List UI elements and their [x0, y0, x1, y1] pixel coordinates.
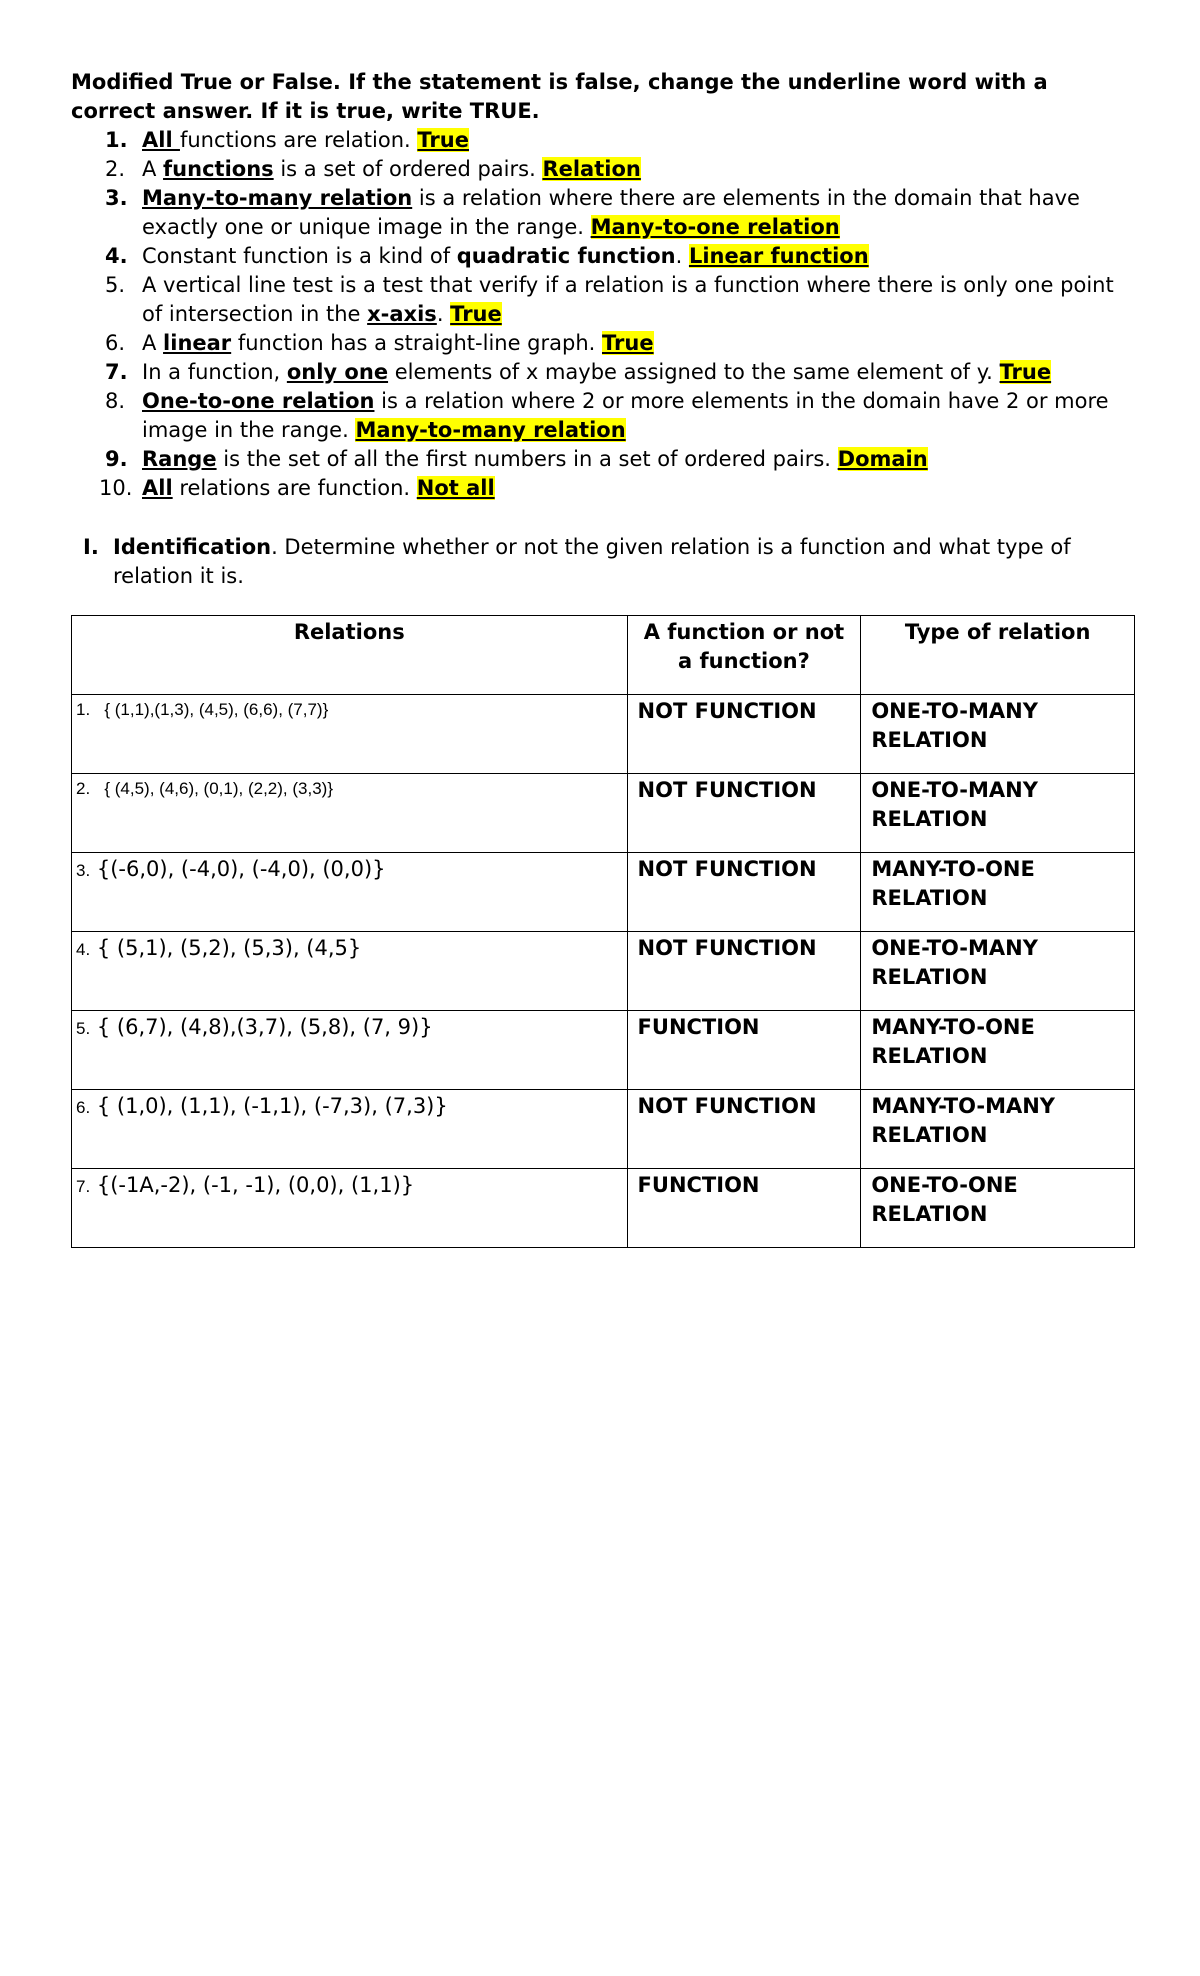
document-page	[71, 68, 1135, 1248]
list-item	[71, 474, 1135, 503]
relations-table	[71, 615, 1135, 1248]
relation-set: { (5,1), (5,2), (5,3), (4,5}	[90, 936, 362, 960]
function-cell: NOT FUNCTION	[627, 695, 861, 774]
relation-cell	[72, 853, 628, 932]
type-cell: MANY-TO-MANY RELATION	[861, 1090, 1135, 1169]
relation-set: { (6,7), (4,8),(3,7), (5,8), (7, 9)}	[90, 1015, 433, 1039]
answer-highlight: Many-to-one relation	[590, 215, 840, 239]
row-number: 3.	[76, 861, 91, 880]
identification-section	[71, 533, 1135, 591]
table-row	[72, 1090, 1135, 1169]
statement-text: elements of x maybe assigned to the same element of y.	[388, 360, 1000, 384]
underlined-word: functions	[163, 157, 274, 181]
answer-highlight: True	[417, 128, 469, 152]
table-row	[72, 1011, 1135, 1090]
underlined-word: One-to-one relation	[142, 389, 375, 413]
relation-cell	[72, 695, 628, 774]
underlined-word: x-axis	[367, 302, 437, 326]
true-false-list	[71, 126, 1135, 503]
statement-text: functions are relation.	[179, 128, 418, 152]
underlined-word: All	[142, 128, 180, 152]
answer-highlight: True	[602, 331, 654, 355]
column-header-function: A function or not a function?	[627, 616, 861, 695]
relation-cell	[72, 1011, 628, 1090]
section-number: I.	[83, 535, 99, 559]
list-item	[71, 387, 1135, 445]
function-cell: NOT FUNCTION	[627, 1090, 861, 1169]
table-row	[72, 774, 1135, 853]
column-header-type: Type of relation	[861, 616, 1135, 695]
function-cell: NOT FUNCTION	[627, 932, 861, 1011]
row-number: 6.	[76, 1098, 91, 1117]
answer-highlight: True	[450, 302, 502, 326]
list-item	[71, 329, 1135, 358]
answer-highlight: Not all	[416, 476, 495, 500]
underlined-word: Many-to-many relation	[142, 186, 413, 210]
item-number: 10.	[99, 476, 133, 500]
item-number: 4.	[105, 244, 128, 268]
answer-highlight: Relation	[542, 157, 641, 181]
type-cell: ONE-TO-MANY RELATION	[861, 932, 1135, 1011]
section-instructions: . Determine whether or not the given relation is a function and what type of relation it is.	[113, 535, 1071, 588]
underlined-word: only one	[286, 360, 389, 384]
statement-text: .	[436, 302, 451, 326]
statement-text: A	[142, 157, 164, 181]
table-row	[72, 1169, 1135, 1248]
list-item	[71, 126, 1135, 155]
statement-text: is a set of ordered pairs.	[273, 157, 543, 181]
list-item	[71, 242, 1135, 271]
item-number: 6.	[105, 331, 126, 355]
row-number: 1.	[76, 700, 91, 719]
type-cell: MANY-TO-ONE RELATION	[861, 853, 1135, 932]
statement-text: A vertical line test is a test that verify if a relation is a function where there is only one point of intersection in the	[142, 273, 1114, 326]
item-number: 2.	[105, 157, 126, 181]
relation-cell	[72, 1169, 628, 1248]
relation-cell	[72, 774, 628, 853]
statement-text: .	[675, 244, 689, 268]
row-number: 2.	[76, 779, 91, 798]
statement-text: is the set of all the first numbers in a set of ordered pairs.	[216, 447, 838, 471]
function-cell: NOT FUNCTION	[627, 774, 861, 853]
answer-highlight: Linear function	[688, 244, 869, 268]
function-cell: FUNCTION	[627, 1011, 861, 1090]
section-title: Identification	[113, 535, 272, 559]
underlined-word: linear	[163, 331, 232, 355]
relation-set: {(-1A,-2), (-1, -1), (0,0), (1,1)}	[90, 1173, 415, 1197]
statement-text: Constant function is a kind of	[142, 244, 457, 268]
function-cell: FUNCTION	[627, 1169, 861, 1248]
list-item	[71, 271, 1135, 329]
statement-text: is a relation where 2 or more elements in the domain have 2 or more image in the range.	[142, 389, 1109, 442]
bold-term: quadratic function	[456, 244, 676, 268]
instructions: Modified True or False. If the statement is false, change the underline word with a correct answer. If it is true, write TRUE.	[71, 70, 1048, 123]
relation-cell	[72, 932, 628, 1011]
underlined-word: Range	[142, 447, 217, 471]
list-item	[71, 445, 1135, 474]
relation-set: { (1,1),(1,3), (4,5), (6,6), (7,7)}	[90, 700, 329, 719]
item-number: 3.	[105, 186, 128, 210]
statement-text: is a relation where there are elements in the domain that have exactly one or unique image in the range.	[142, 186, 1080, 239]
underlined-word: All	[142, 476, 173, 500]
relation-cell	[72, 1090, 628, 1169]
type-cell: ONE-TO-ONE RELATION	[861, 1169, 1135, 1248]
item-number: 7.	[105, 360, 128, 384]
answer-highlight: True	[999, 360, 1052, 384]
row-number: 7.	[76, 1177, 91, 1196]
list-item	[71, 184, 1135, 242]
row-number: 4.	[76, 940, 91, 959]
column-header-relations: Relations	[72, 616, 628, 695]
item-number: 1.	[105, 128, 128, 152]
row-number: 5.	[76, 1019, 91, 1038]
item-number: 9.	[105, 447, 128, 471]
answer-highlight: Domain	[837, 447, 928, 471]
statement-text: function has a straight-line graph.	[231, 331, 603, 355]
list-item	[71, 358, 1135, 387]
type-cell: ONE-TO-MANY RELATION	[861, 695, 1135, 774]
statement-text: relations are function.	[172, 476, 417, 500]
relation-set: { (1,0), (1,1), (-1,1), (-7,3), (7,3)}	[90, 1094, 448, 1118]
item-number: 5.	[105, 273, 126, 297]
type-cell: ONE-TO-MANY RELATION	[861, 774, 1135, 853]
table-header-row	[72, 616, 1135, 695]
relation-set: {(-6,0), (-4,0), (-4,0), (0,0)}	[90, 857, 386, 881]
table-row	[72, 853, 1135, 932]
statement-text: In a function,	[142, 360, 287, 384]
type-cell: MANY-TO-ONE RELATION	[861, 1011, 1135, 1090]
table-row	[72, 695, 1135, 774]
function-cell: NOT FUNCTION	[627, 853, 861, 932]
statement-text: A	[142, 331, 164, 355]
table-row	[72, 932, 1135, 1011]
relation-set: { (4,5), (4,6), (0,1), (2,2), (3,3)}	[90, 779, 333, 798]
list-item	[71, 155, 1135, 184]
item-number: 8.	[105, 389, 126, 413]
answer-highlight: Many-to-many relation	[355, 418, 626, 442]
